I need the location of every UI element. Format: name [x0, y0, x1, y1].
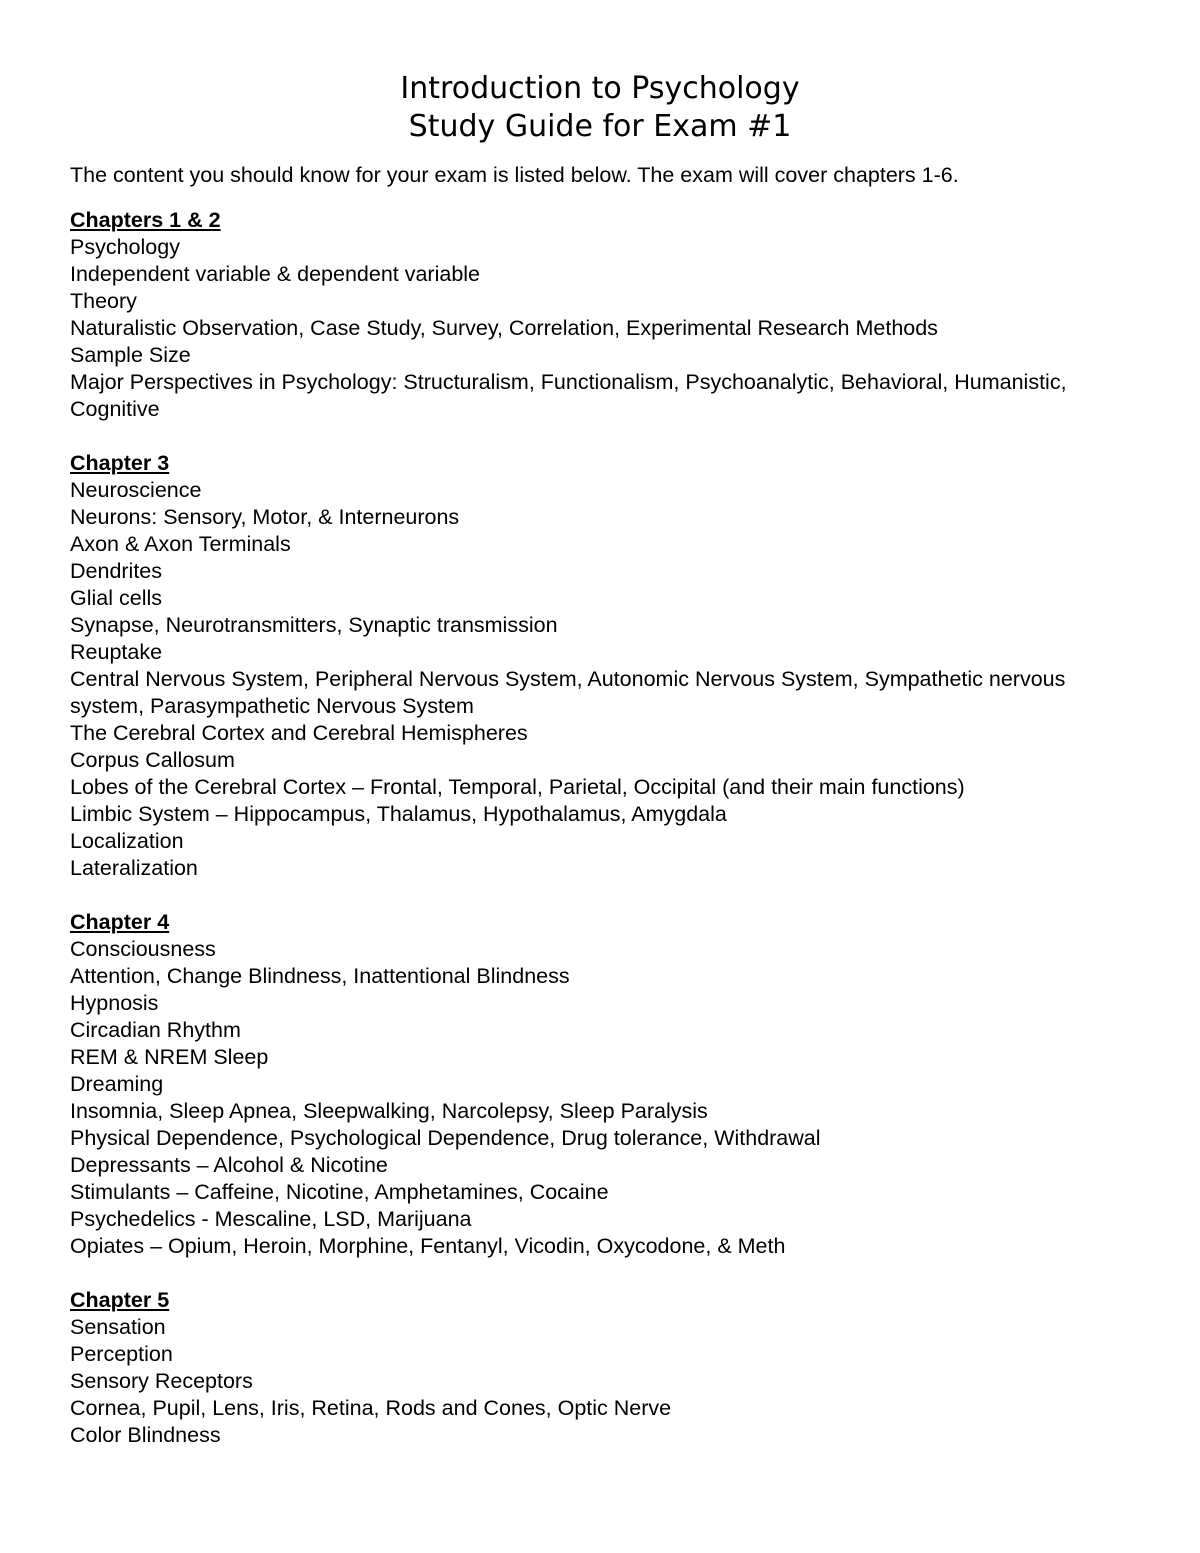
intro-paragraph: The content you should know for your exam is listed below. The exam will cover chapters 1-6.	[70, 163, 959, 187]
section-chapter-3	[70, 450, 1130, 882]
list-item: Psychology	[70, 235, 180, 259]
list-item: Sample Size	[70, 343, 191, 367]
section-heading: Chapter 3	[70, 451, 170, 475]
section-chapter-5	[70, 1287, 1130, 1449]
list-item: Color Blindness	[70, 1423, 221, 1447]
list-item: Insomnia, Sleep Apnea, Sleepwalking, Narcolepsy, Sleep Paralysis	[70, 1099, 708, 1123]
title-line-1: Introduction to Psychology	[400, 71, 800, 106]
list-item: Synapse, Neurotransmitters, Synaptic transmission	[70, 613, 558, 637]
list-item: Axon & Axon Terminals	[70, 532, 291, 556]
list-item: Major Perspectives in Psychology: Structuralism, Functionalism, Psychoanalytic, Behavioral, Humanistic, Cognitive	[70, 370, 1067, 421]
list-item: Hypnosis	[70, 991, 159, 1015]
list-item: Theory	[70, 289, 137, 313]
list-item: Reuptake	[70, 640, 163, 664]
list-item: Sensory Receptors	[70, 1369, 253, 1393]
list-item: Stimulants – Caffeine, Nicotine, Amphetamines, Cocaine	[70, 1180, 609, 1204]
list-item: Consciousness	[70, 937, 216, 961]
list-item: Dendrites	[70, 559, 163, 583]
list-item: Dreaming	[70, 1072, 164, 1096]
list-item: Independent variable & dependent variable	[70, 262, 481, 286]
section-chapter-4	[70, 909, 1130, 1260]
list-item: Limbic System – Hippocampus, Thalamus, Hypothalamus, Amygdala	[70, 802, 727, 826]
list-item: Sensation	[70, 1315, 166, 1339]
list-item: The Cerebral Cortex and Cerebral Hemispheres	[70, 721, 528, 745]
list-item: Circadian Rhythm	[70, 1018, 241, 1042]
list-item: Central Nervous System, Peripheral Nervous System, Autonomic Nervous System, Sympathetic nervous system, Parasympathetic Nervous System	[70, 667, 1066, 718]
list-item: Depressants – Alcohol & Nicotine	[70, 1153, 388, 1177]
list-item: Neurons: Sensory, Motor, & Interneurons	[70, 505, 460, 529]
list-item: Corpus Callosum	[70, 748, 235, 772]
list-item: Naturalistic Observation, Case Study, Survey, Correlation, Experimental Research Methods	[70, 316, 938, 340]
section-heading: Chapter 5	[70, 1288, 170, 1312]
list-item: Physical Dependence, Psychological Dependence, Drug tolerance, Withdrawal	[70, 1126, 821, 1150]
title-line-2: Study Guide for Exam #1	[408, 109, 792, 144]
list-item: Lobes of the Cerebral Cortex – Frontal, Temporal, Parietal, Occipital (and their main functions)	[70, 775, 965, 799]
list-item: Opiates – Opium, Heroin, Morphine, Fentanyl, Vicodin, Oxycodone, & Meth	[70, 1234, 786, 1258]
list-item: REM & NREM Sleep	[70, 1045, 269, 1069]
list-item: Perception	[70, 1342, 173, 1366]
list-item: Localization	[70, 829, 184, 853]
section-heading: Chapters 1 & 2	[70, 208, 221, 232]
list-item: Lateralization	[70, 856, 198, 880]
document-title	[0, 70, 1200, 146]
list-item: Attention, Change Blindness, Inattentional Blindness	[70, 964, 570, 988]
document-body	[70, 162, 1130, 1476]
section-chapters-1-2	[70, 207, 1130, 423]
list-item: Glial cells	[70, 586, 162, 610]
section-heading: Chapter 4	[70, 910, 170, 934]
list-item: Neuroscience	[70, 478, 202, 502]
list-item: Cornea, Pupil, Lens, Iris, Retina, Rods and Cones, Optic Nerve	[70, 1396, 672, 1420]
list-item: Psychedelics - Mescaline, LSD, Marijuana	[70, 1207, 472, 1231]
